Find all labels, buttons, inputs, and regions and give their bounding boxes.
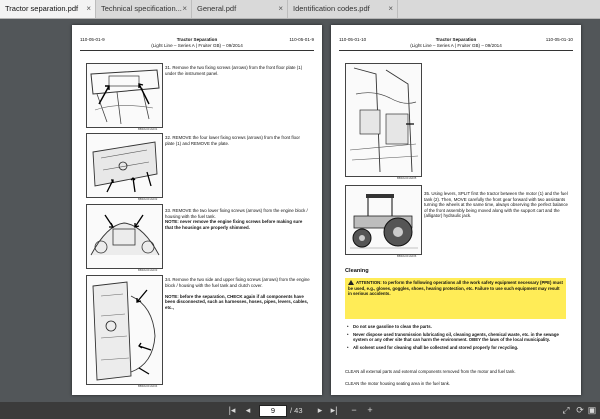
figure-33-drawing — [87, 205, 162, 268]
figure-code: BBDAC01A036 — [397, 254, 417, 258]
clean-instruction-2: CLEAN the motor housing seating area in the fuel tank. — [345, 381, 451, 386]
step-number: 33. — [165, 208, 172, 213]
rotate-icon[interactable]: ⟳ — [576, 405, 584, 415]
step-text: REMOVE the four lower fixing screws (arrows) from the front floor plate (1) and REMOVE the plate. — [165, 135, 300, 146]
figure-code: BBDAC01A034 — [138, 384, 158, 388]
step-33 — [165, 208, 310, 230]
step-number: 32. — [165, 135, 172, 140]
step-note: NOTE: before the separation, CHECK again if all components have been disconnected, such as harnesses, hoses, pipes, levers, cables, etc., — [165, 293, 309, 310]
list-item: • Do not use gasoline to clean the parts. — [347, 324, 565, 330]
figure-code: BBDAC01A035 — [397, 176, 417, 180]
tab-label: General.pdf — [197, 4, 237, 13]
figure-35-top-drawing — [346, 64, 421, 176]
step-number: 35. — [424, 191, 431, 196]
zoom-out-button[interactable]: − — [351, 405, 357, 415]
header-rule — [80, 50, 314, 51]
figure-code: BBDAC01A032 — [138, 197, 158, 201]
figure-34 — [86, 275, 163, 385]
step-32 — [165, 135, 310, 146]
clean-instruction-1: CLEAN all external parts and external components removed from the motor and fuel tank. — [345, 369, 516, 374]
close-icon[interactable]: × — [278, 4, 283, 13]
step-text: Remove the two fixing screws (arrows) from the front floor plate (1) under the instrument panel. — [165, 65, 303, 76]
close-icon[interactable]: × — [388, 4, 393, 13]
last-page-button[interactable]: ▸| — [330, 405, 338, 415]
page-title: Tractor Separation — [176, 37, 218, 42]
step-35 — [424, 191, 569, 219]
warning-icon — [348, 280, 354, 285]
step-number: 31. — [165, 65, 172, 70]
page-code-right: 110-05-01-9 — [289, 37, 314, 42]
tab-tractor-separation[interactable] — [0, 0, 96, 18]
figure-32 — [86, 133, 163, 198]
pdf-page-right — [331, 25, 581, 395]
page-subtitle: (Light Line – Series A | Fruiter GB) – 09/2014 — [151, 43, 243, 48]
fit-page-icon[interactable]: ⤢ — [562, 405, 570, 415]
figure-35-top — [345, 63, 422, 177]
header-rule — [339, 50, 573, 51]
page-code-left: 110-05-01-10 — [339, 37, 367, 42]
pdf-page-left — [72, 25, 322, 395]
close-icon[interactable]: × — [182, 4, 187, 13]
step-note: NOTE: never remove the engine fixing screws before making sure that the housings are properly shimmed. — [165, 219, 303, 230]
step-text: Remove the two side and upper fixing screws (arrows) from the engine block / housing with the fuel tank and clutch cover. — [165, 277, 310, 288]
page-total: / 43 — [290, 406, 303, 415]
next-page-button[interactable]: ▸ — [317, 405, 323, 415]
step-text: REMOVE the two lower fixing screws (arrows) from the engine block / housing with the fuel tank. — [165, 208, 308, 219]
tab-technical-specification[interactable] — [96, 0, 192, 18]
page-title: Tractor Separation — [435, 37, 477, 42]
page-number-input[interactable]: 9 — [259, 405, 287, 417]
list-item: • All solvent used for cleaning shall be collected and stored properly for recycling. — [347, 345, 565, 351]
tab-label: Tractor separation.pdf — [5, 4, 79, 13]
prev-page-button[interactable]: ◂ — [245, 405, 251, 415]
tab-bar — [0, 0, 600, 19]
page-code-right: 110-05-01-10 — [545, 37, 573, 42]
figure-33 — [86, 204, 163, 269]
first-page-button[interactable]: |◂ — [228, 405, 236, 415]
page-header — [80, 36, 314, 56]
figure-34-drawing — [87, 276, 162, 384]
page-code-left: 110-05-01-9 — [80, 37, 105, 42]
figure-code: BBDAC01A031 — [138, 127, 158, 131]
zoom-in-button[interactable]: + — [367, 405, 373, 415]
tab-label: Technical specification... — [101, 4, 182, 13]
step-text: Using levers, SPLIT first the tractor between the motor (1) and the fuel tank (2). Then, MOVE carefully the front gear forward with two assistants turning the wheels at the same time, always observing the perfect balance of the front assembly being moved along with the support cart and the (alligator) hydraulic jack. — [424, 191, 568, 219]
section-title-cleaning: Cleaning — [345, 268, 369, 274]
step-number: 34. — [165, 277, 172, 282]
view-mode-icon[interactable]: ▣ — [587, 405, 597, 415]
cleaning-bullets — [347, 324, 565, 352]
tab-identification-codes[interactable] — [288, 0, 398, 18]
figure-32-drawing — [87, 134, 162, 197]
warning-box — [345, 278, 566, 319]
figure-31-drawing — [87, 64, 162, 127]
figure-35-tractor — [345, 185, 422, 255]
tab-general[interactable] — [192, 0, 288, 18]
tractor-drawing — [346, 186, 421, 254]
warning-text: to perform the following operations all the work safety equipment necessary (PPE) must be used, e.g., gloves, goggles, shoes, hearing protection, etc. Failure to use such equipment may result in serious accidents. — [348, 280, 563, 297]
bottom-toolbar — [0, 402, 600, 419]
figure-code: BBDAC01A033 — [138, 268, 158, 272]
step-34 — [165, 277, 310, 311]
pdf-viewer[interactable] — [0, 19, 600, 402]
figure-31 — [86, 63, 163, 128]
close-icon[interactable]: × — [86, 4, 91, 13]
list-item: • Never dispose used transmission lubricating oil, cleaning agents, chemical waste, etc. in the sewage system or any other site that can harm the environment. OBEY the laws of the local municipality. — [347, 332, 565, 343]
tab-label: Identification codes.pdf — [293, 4, 370, 13]
step-31 — [165, 65, 310, 76]
page-subtitle: (Light Line – Series A | Fruiter GB) – 09/2014 — [410, 43, 502, 48]
page-header — [339, 36, 573, 56]
warning-label: ATTENTION: — [356, 280, 382, 285]
